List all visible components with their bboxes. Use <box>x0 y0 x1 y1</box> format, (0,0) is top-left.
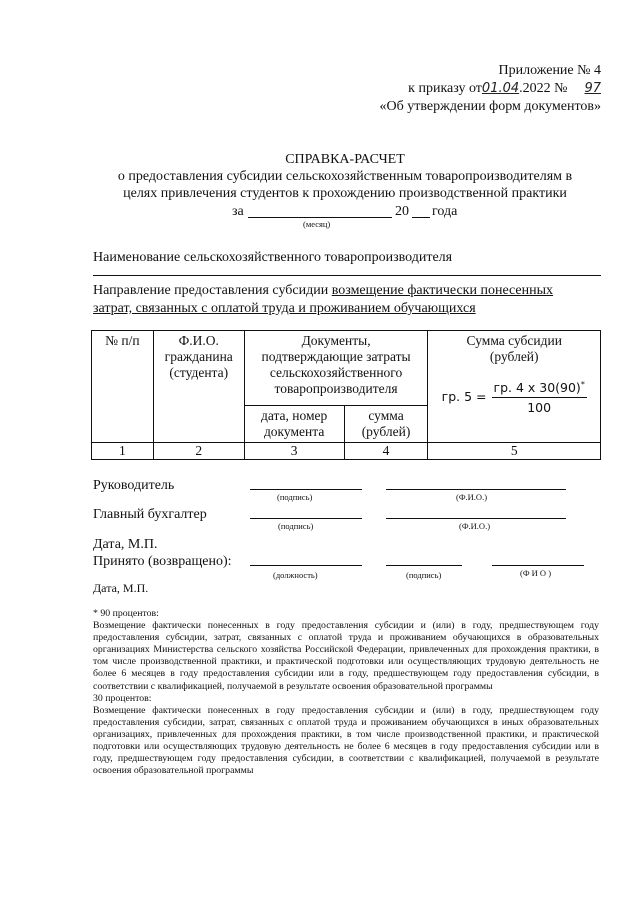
accepted-label: Принято (возвращено): <box>93 554 232 569</box>
position-line[interactable] <box>250 565 362 566</box>
col-header-subsidy-line: (рублей) <box>489 349 539 364</box>
month-hint: (месяц) <box>303 219 331 229</box>
col-header-fio <box>153 331 244 443</box>
formula-fraction <box>492 377 587 416</box>
footnote-30-title: 30 процентов: <box>93 692 152 704</box>
col-number-cell: 3 <box>244 443 344 460</box>
month-blank-line <box>248 217 392 218</box>
order-prefix: к приказу от <box>408 81 482 96</box>
direction-value-2: затрат, связанных с оплатой труда и проживанием обучающихся <box>93 301 476 316</box>
page-title: СПРАВКА-РАСЧЕТ <box>285 152 405 167</box>
subtitle-line-1: о предоставления субсидии сельскохозяйственным товаропроизводителям в <box>117 169 573 184</box>
col-header-number: № п/п <box>92 331 154 443</box>
footnote-block <box>93 608 599 777</box>
col-header-doc-sum-line: сумма <box>368 408 404 423</box>
period-for: за <box>232 204 244 219</box>
col-header-doc-sum <box>344 406 428 443</box>
col-number-cell: 4 <box>344 443 428 460</box>
col-header-subsidy-line: Сумма субсидии <box>466 333 562 348</box>
col-header-fio-line: Ф.И.О. <box>178 333 219 348</box>
formula-denominator: 100 <box>527 400 552 416</box>
order-number: 97 <box>584 81 601 96</box>
col-number-cell: 2 <box>153 443 244 460</box>
col-header-doc-sum-line: (рублей) <box>361 424 411 439</box>
fio-hint: (Ф.И.О.) <box>459 521 491 531</box>
col-header-documents-line: сельскохозяйственного <box>269 365 403 380</box>
col-number-cell: 1 <box>92 443 154 460</box>
direction-line-1 <box>93 282 553 299</box>
col-header-documents-line: подтверждающие затраты <box>261 349 411 364</box>
signature-hint: (подпись) <box>406 570 442 580</box>
footnote-90-text: Возмещение фактически понесенных в году предоставления субсидии и (или) в году, предшествующем году предоставления субсидии, затрат, связанных с оплатой труда и проживанием обучающихся в образовательных организациях Министерства сельского хозяйства Российской Федерации, привлеченных для прохождения практики, в том числе производственной практики, и практической подготовки или осуществляющих трудовую деятельность не более 6 месяцев в году предоставления субсидии или в году, предшествующем году предоставления субсидии, в соответствии с квалификацией, получаемой в результате освоения образовательной программы <box>93 620 599 692</box>
fio-hint: (Ф И О ) <box>520 568 552 578</box>
accepted-signature-line[interactable] <box>386 565 462 566</box>
period-year-suffix: года <box>432 204 458 219</box>
col-header-fio-line: (студента) <box>169 365 229 380</box>
subsidy-formula <box>430 377 598 416</box>
subtitle-line-2: целях привлечения студентов к прохождению производственной практики <box>123 186 567 201</box>
order-name: «Об утверждении форм документов» <box>379 99 601 114</box>
direction-label: Направление предоставления субсидии <box>93 283 329 298</box>
col-header-documents-line: товаропроизводителя <box>274 381 398 396</box>
subsidy-table <box>91 330 601 460</box>
accepted-fio-line[interactable] <box>492 565 584 566</box>
head-label: Руководитель <box>93 478 175 493</box>
accountant-signature-line[interactable] <box>250 518 362 519</box>
head-signature-line[interactable] <box>250 489 362 490</box>
period-year: 20 <box>395 204 409 219</box>
accountant-label: Главный бухгалтер <box>93 507 207 522</box>
formula-numerator: гр. 4 x 30(90) <box>493 380 581 396</box>
producer-label: Наименование сельскохозяйственного товаропроизводителя <box>93 250 453 265</box>
col-header-doc-date-line: документа <box>263 424 325 439</box>
position-hint: (должность) <box>273 570 318 580</box>
footnote-90-title: * 90 процентов: <box>93 608 159 619</box>
producer-blank-line <box>93 275 601 276</box>
signature-hint: (подпись) <box>278 521 314 531</box>
order-year: .2022 № <box>519 81 568 96</box>
order-date: 01.04 <box>481 81 520 96</box>
formula-numerator-wrap <box>492 377 587 398</box>
formula-lhs: гр. 5 = <box>441 388 487 404</box>
appendix-title: Приложение № 4 <box>498 63 601 78</box>
date-stamp-label: Дата, М.П. <box>93 537 158 552</box>
head-fio-line[interactable] <box>386 489 566 490</box>
col-header-documents-line: Документы, <box>301 333 371 348</box>
fio-hint: (Ф.И.О.) <box>456 492 488 502</box>
direction-value-1: возмещение фактически понесенных <box>331 283 553 298</box>
signature-hint: (подпись) <box>277 492 313 502</box>
col-header-doc-date-line: дата, номер <box>260 408 328 423</box>
date-stamp-label-2: Дата, М.П. <box>93 581 149 595</box>
order-line <box>408 80 601 97</box>
year-blank-line <box>412 217 430 218</box>
col-header-fio-line: гражданина <box>164 349 233 364</box>
col-header-doc-date <box>244 406 344 443</box>
col-header-documents <box>244 331 428 406</box>
col-number-cell: 5 <box>428 443 601 460</box>
footnote-30-text: Возмещение фактически понесенных в году предоставления субсидии и (или) в году, предшествующем году предоставления субсидии, затрат, связанных с оплатой труда и проживанием обучающихся в иных образовательных организациях, привлеченных для прохождения практики, в том числе производственной практики, и практической подготовки или осуществляющих трудовую деятельность не более 6 месяцев в году предоставления субсидии или в году, предшествующем году предоставления субсидии, в соответствии с квалификацией, получаемой в результате освоения образовательной программы <box>93 704 599 777</box>
col-header-subsidy <box>428 331 601 443</box>
accountant-fio-line[interactable] <box>386 518 566 519</box>
formula-star: * <box>580 380 585 389</box>
